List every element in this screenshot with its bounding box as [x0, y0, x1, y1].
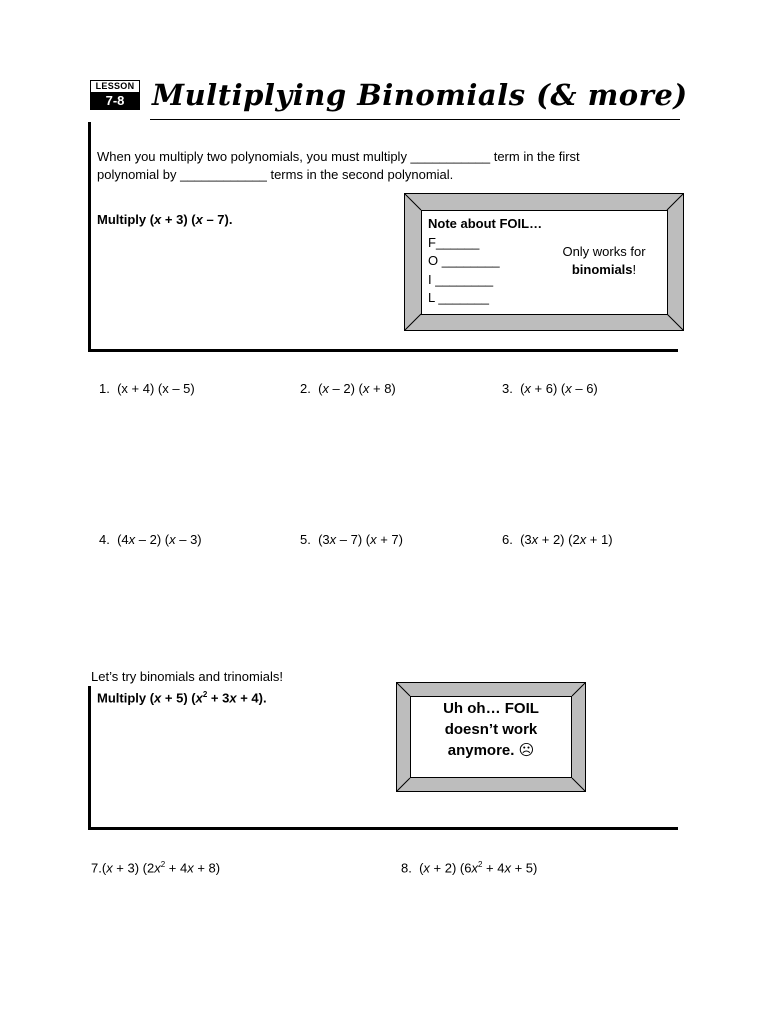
problem-2: 2. (x – 2) (x + 8) — [300, 381, 396, 396]
uhoh-message — [412, 698, 570, 761]
problem-7: 7.(x + 3) $(2x^2 + 4x + 8)$ — [91, 860, 221, 876]
foil-note-list — [428, 215, 542, 308]
uhoh-line-2: doesn’t work — [444, 721, 538, 738]
problem-5: 5. (3x – 7) (x + 7) — [300, 532, 403, 547]
intro-line-2: polynomial by ____________ terms in the second polynomial. — [97, 167, 454, 182]
uhoh-line-3: anymore. ☹ — [447, 742, 535, 759]
lesson-label: LESSON — [95, 81, 135, 91]
example2-prompt: Multiply (x + 5) $(x^2 + 3x + 4)$. — [97, 690, 267, 706]
foil-line-i: I ________ — [428, 271, 494, 287]
page-title: Multiplying Binomials (& more) — [152, 78, 688, 112]
foil-side-note: Only works for binomials! — [545, 243, 663, 279]
section1-left-bar — [88, 122, 91, 352]
intro-text — [97, 148, 637, 184]
title-rule — [150, 119, 680, 120]
intro-line-1: When you multiply two polynomials, you must multiply ___________ term in the first — [97, 149, 580, 164]
foil-side-bold: binomials — [571, 262, 633, 277]
problem-6: 6. (3x + 2) (2x + 1) — [502, 532, 613, 547]
problem-4: 4. (4x – 2) (x – 3) — [99, 532, 202, 547]
problem-8: 8. (x + 2) $(6x^2 + 4x + 5)$ — [401, 860, 538, 876]
section1-bottom-bar — [88, 349, 678, 352]
foil-line-f: F______ — [428, 234, 480, 250]
uhoh-line-1: Uh oh… FOIL — [443, 700, 539, 717]
section2-left-bar — [88, 686, 91, 830]
foil-heading: Note about FOIL… — [428, 216, 543, 231]
foil-side-line1: Only works for — [562, 244, 646, 259]
section2-bottom-bar — [88, 827, 678, 830]
lesson-badge — [90, 80, 140, 110]
problem-3: 3. (x + 6) (x – 6) — [502, 381, 598, 396]
lesson-number: 7-8 — [91, 92, 139, 109]
foil-line-o: O ________ — [428, 253, 500, 268]
example1-prompt: Multiply (x + 3) (x – 7). — [97, 212, 233, 227]
problem-1: 1. (x + 4) (x – 5) — [99, 381, 195, 396]
foil-line-l: L _______ — [428, 290, 489, 305]
trinomial-intro: Let’s try binomials and trinomials! — [91, 669, 283, 684]
